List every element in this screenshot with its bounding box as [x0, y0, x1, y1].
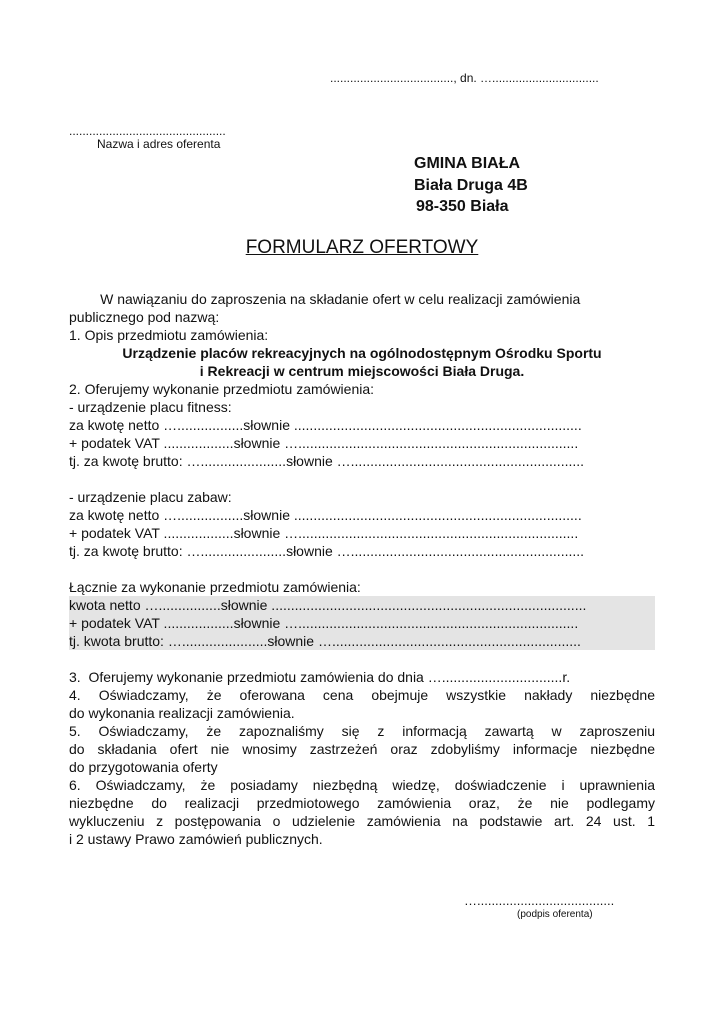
fitness-brutto-line: tj. za kwotę brutto: …......................słownie …............................................................: [69, 453, 585, 469]
item-4-line: do wykonania realizacji zamówienia.: [69, 705, 295, 721]
page-title: FORMULARZ OFERTOWY: [245, 237, 479, 258]
item-1-label: 1. Opis przedmiotu zamówienia:: [69, 327, 269, 343]
intro-line: publicznego pod nazwą:: [69, 309, 220, 325]
total-vat-line: + podatek VAT ..................słownie …........................................................................: [69, 614, 655, 632]
item-4-line: 4. Oświadczamy, że oferowana cena obejmuje wszystkie nakłady niezbędne: [69, 687, 655, 703]
item-6-line: wykluczeniu z postępowania o udzielenie zamówienia na podstawie art. 24 ust. 1: [69, 813, 655, 829]
fitness-heading: - urządzenie placu fitness:: [69, 399, 232, 415]
recipient-street: Biała Druga 4B: [414, 177, 528, 194]
recipient-name: GMINA BIAŁA: [414, 155, 521, 172]
item-6-line: i 2 ustawy Prawo zamówień publicznych.: [69, 831, 323, 847]
fitness-vat-line: + podatek VAT ..................słownie …........................................................................: [69, 435, 579, 451]
item-2-label: 2. Oferujemy wykonanie przedmiotu zamówienia:: [69, 381, 375, 397]
total-brutto-line: tj. kwota brutto: …......................słownie …................................................................: [69, 632, 655, 650]
offeror-label: Nazwa i adres oferenta: [97, 137, 221, 151]
item-5-line: 5. Oświadczamy, że zapoznaliśmy się z informacją zawartą w zaproszeniu: [69, 723, 655, 739]
item-6-line: 6. Oświadczamy, że posiadamy niezbędną wiedzę, doświadczenie i uprawnienia: [69, 777, 655, 793]
signature-label: (podpis oferenta): [517, 909, 593, 920]
item-5-line: do składania ofert nie wnosimy zastrzeżeń oraz zdobyliśmy informacje niezbędne: [69, 741, 655, 757]
subject-title-line: i Rekreacji w centrum miejscowości Biała Druga.: [199, 363, 525, 379]
offeror-dotted-line: ...............................................: [69, 124, 226, 138]
form-body: [69, 290, 655, 848]
playground-netto-line: za kwotę netto ….................słownie ..........................................................................: [69, 507, 582, 523]
playground-vat-line: + podatek VAT ..................słownie …........................................................................: [69, 525, 579, 541]
item-5-line: do przygotowania oferty: [69, 759, 218, 775]
fitness-netto-line: za kwotę netto ….................słownie ..........................................................................: [69, 417, 582, 433]
item-6-line: niezbędne do realizacji przedmiotowego zamówienia oraz, że nie podlegamy: [69, 795, 655, 811]
recipient-postal: 98-350 Biała: [416, 198, 509, 215]
total-netto-line: kwota netto …................słownie .................................................................................: [69, 596, 655, 614]
subject-title-line: Urządzenie placów rekreacyjnych na ogólnodostępnym Ośrodku Sportu: [122, 345, 602, 361]
signature-dotted-line: …......................................: [464, 893, 615, 908]
playground-heading: - urządzenie placu zabaw:: [69, 489, 232, 505]
total-heading: Łącznie za wykonanie przedmiotu zamówienia:: [69, 579, 361, 595]
playground-brutto-line: tj. za kwotę brutto: …......................słownie …............................................................: [69, 543, 585, 559]
intro-line: W nawiązaniu do zaproszenia na składanie ofert w celu realizacji zamówienia: [69, 291, 581, 307]
item-3-deadline: 3. Oferujemy wykonanie przedmiotu zamówienia do dnia …...............................r.: [69, 669, 571, 685]
place-date-line: ....................................., dn. …................................: [330, 71, 599, 85]
